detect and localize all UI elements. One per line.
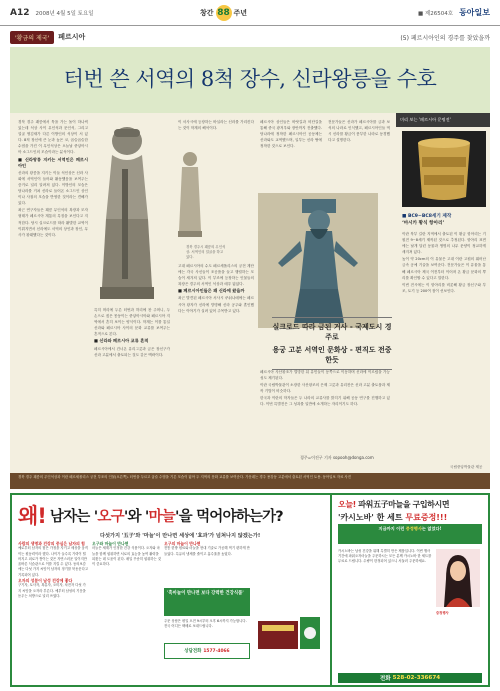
series-name: 페르시아 — [58, 33, 86, 41]
deck-line-1: 실크로드 따라 금된 거사 - 국제도시 경주로 — [272, 323, 392, 341]
phone-label: 전화 — [379, 676, 391, 682]
photo-caption: 경북 경주 괘릉의 무인석상과 이란 페르세폴리스 궁전 부조의 인물(오른쪽). 터번을 두르고 곱슬 수염을 기른 모습이 닮아 두 지역의 문화 교류를 보여준다. 가운데는 경주 용강동 고분에서 출토된 서역인 토용. 동아일보 자료 사진 — [10, 473, 490, 489]
sidebar-header: 미리 보는 '페르시아 문명전' — [396, 113, 490, 127]
article-column-4 — [260, 119, 322, 189]
paragraph: 전문가들은 신라가 페르시아를 금과 보석의 나라로 인식했고, 페르시아인들 역시 신라를 황금이 풍부한 나라로 동경했다고 설명한다. — [328, 120, 390, 143]
promo-text — [338, 549, 432, 669]
page-number: A12 — [10, 7, 30, 18]
anniversary-suffix: 주년 — [233, 9, 248, 17]
paragraph: 신라의 왕릉을 지키는 이들 석인상은 신라 사회에 서역인이 들어와 활동했음을 보여주는 증거로 널리 알려져 있다. 이방인의 모습은 당나라를 거쳐 신라로 들어온 소그드인 상인이나 사절의 모습을 반영한 것이라는 견해가 있다. — [18, 170, 88, 206]
ad-column-text: 마늘은 세계가 인정한 건강 식품이다. 오자와 마늘을 함께 섭취하면 서로의 효능을 높여 활력을 되찾는 데 도움이 된다. 매일 꾸준히 섭취하는 것이 중요하다. — [92, 546, 161, 567]
article-column-2 — [94, 307, 170, 455]
order-number[interactable]: 1577-4066 — [203, 648, 230, 654]
paragraph: 페르시아 사산왕조가 멸망한 뒤 유민들이 동쪽으로 이동하며 신라에 이르렀을 가능성도 제기된다. — [260, 370, 390, 381]
ad-headline — [12, 495, 330, 535]
deck-line-2: 용궁 고분 서역인 문화상 - 편직도 전중한듯 — [272, 346, 392, 364]
ad-green-banner: '흑마늘이 만나면 보다 강력한 건강식품' — [164, 588, 250, 616]
ad-headline-text — [50, 505, 283, 526]
promo-phone[interactable] — [338, 673, 482, 683]
ad-headline-part: 오구 — [97, 508, 124, 525]
masthead — [0, 0, 500, 26]
promo-title-2 — [338, 512, 447, 523]
subhead: ■ 신라와 페르시아 교류 흔적 — [94, 338, 149, 344]
anniversary-logo — [200, 4, 247, 22]
promo-title — [338, 499, 449, 510]
article-body — [10, 113, 490, 473]
promo-title-part: '카시노바' 한 세트 — [338, 513, 406, 522]
promo-highlight: 증정행사 — [436, 611, 449, 615]
ad-headline-part: 마늘 — [148, 508, 175, 525]
issue-date: 2008년 4월 5일 토요일 — [35, 10, 94, 17]
ad-order-phone[interactable] — [164, 643, 250, 659]
article-column-6 — [260, 369, 390, 453]
promo-title-part: 오늘! — [338, 500, 359, 509]
ad-column-text: 구기자, 토사자, 복분자, 오미자, 차전자 다섯 가지 씨앗을 오자라 부른다. 예부터 남성의 기운을 돋우는 처방으로 널리 쓰였다. — [18, 583, 86, 598]
divider — [272, 317, 392, 318]
persepolis-relief-photo — [258, 193, 378, 328]
paragraph: 이란 국립박물관이 소장한 사산왕조의 은제 그릇과 유리잔은 신라 고분 출토품과 제작 기법이 비슷하다. — [260, 383, 390, 394]
promo-title-part: 파워五子마늘 — [358, 500, 403, 509]
publisher-block — [418, 7, 490, 18]
ad-subheadline: 다섯가지 '五子'와 '마늘'이 만나면 세상에 '효과'가 넘쳐나지 않겠는가! — [100, 533, 261, 539]
promo-green-box — [338, 524, 482, 544]
ad-headline-why: 왜! — [18, 504, 46, 528]
ad-column-2 — [92, 541, 162, 681]
promo-paragraph: 카시노바는 남성 건강을 위해 특별히 만든 제품입니다. 이번 행사 기간에 파워오자마늘을 주문하시는 모든 분께 카시노바 한 세트를 무료로 드립니다. 수량이 한정되어 있으니 서둘러 주문하세요. — [338, 549, 432, 564]
paragraph: 경북 경주 괘릉에서 툭을 가는 돌이 하나씩 있는데 석상 사이 무인석과 문인석, 그리고 얼굴 생김새가 다른 이방인의 석상이 서 있다. 8척 장신에 큰 눈과 높은 코, 곱슬곱슬한 수염을 가진 이 무인석상은 오늘날 중앙아시아 소그드인의 모습이라는 분석이다. — [18, 120, 88, 155]
ad-column-heading: 사람의 생명과 건강의 중심은 남자의 힘 — [18, 541, 85, 546]
figurine-photo — [175, 149, 205, 239]
ad-column-heading: 오구와 마늘이 만나면 — [92, 541, 129, 546]
article-column-5 — [328, 119, 390, 189]
promo-green-part: 는 없었다! — [421, 526, 442, 531]
ad-column-heading: 오자의 성분이 남성 건강에 좋다 — [18, 578, 73, 584]
promo-green-part: 지금까지 이런 — [378, 526, 406, 531]
series-tag: '황금의 제국' — [10, 31, 54, 44]
ad-headline-part: '을 먹어야하는가? — [174, 508, 283, 525]
paragraph: 이번 전시에는 이 항아리를 비롯해 황금 장신구와 부조, 토기 등 200여 점이 선보인다. — [402, 282, 486, 293]
paragraph: 페르시아 상인들은 바닷길과 비단길을 통해 중국 광저우와 장안까지 진출했다. 당나라에 정착한 페르시아인 공동체는 신라와도 교역했으며, 일부는 신라 땅에 정착한 것으로 보인다. — [260, 120, 322, 149]
paragraph: 최근 연구자들은 괘릉 무인석의 복장과 모자 형태가 페르시아 계통의 특징을 보인다고 지적한다. 당시 실크로드를 따라 활발한 교역이 이뤄지면서 신라에도 서역의 상인과 장인, 무사가 왕래했다는 것이다. — [18, 208, 88, 237]
publisher-logo: 동아일보 — [459, 7, 490, 17]
paragraph: 페르시아에서 건너온 유리그릇과 금은 장신구가 신라 고분에서 출토되는 것도 같은 맥락이다. — [94, 346, 170, 357]
reporter-byline: 경주=이진구 기자 sopooh@donga.com — [300, 455, 374, 460]
ad-column-heading: 오구의 마늘이 만나면 — [164, 541, 201, 546]
article-headline: 터번 쓴 서역의 8척 장수, 신라왕릉을 수호 — [63, 67, 437, 91]
series-number: (5) 페르시아인의 경주를 찾았을까 — [400, 34, 490, 42]
promo-text-2 — [436, 611, 482, 669]
article-deck — [272, 313, 392, 374]
ad-promo-panel — [332, 495, 488, 685]
sidebar-text — [402, 231, 486, 461]
ad-column-text: 예로부터 남자의 힘은 가정을 지키고 세상을 움직이는 원동력이라 했다. 나이가 들수록 기력이 떨어지고 피로가 쌓이는 것은 자연스러운 일이지만 올바른 식습관으로 이를 지킬 수 있다. 동의보감에는 다섯 가지 씨앗이 남자의 정기를 북돋운다고 기록되어 있다. — [18, 546, 88, 577]
product-box-image — [254, 613, 324, 653]
sidebar-subtitle — [402, 213, 451, 227]
phone-number[interactable]: 528-02-336674 — [392, 675, 441, 681]
paragraph: 이란 북부 길란 지역에서 출토된 이 황금 항아리는 기원전 9~8세기 제작된 것으로 추정된다. 항아리 표면에는 날개 달린 동물과 생명의 나무 문양이 정교하게 새겨져 있다. — [402, 232, 486, 255]
paragraph: 높이 약 20cm의 이 유물은 고대 이란 고원의 뛰어난 금속 공예 기술을 보여준다. 전문가들은 이 유물을 통해 페르시아 제국 이전부터 이어져 온 황금 문화의 뿌리를 확인할 수 있다고 말한다. — [402, 257, 486, 280]
sidebar-subtitle-line-2: ‘마시카 황식 항아리’ — [402, 221, 445, 226]
order-label: 상담전화 — [184, 649, 202, 654]
section-bar — [10, 30, 490, 44]
anniversary-prefix: 창간 — [200, 9, 214, 17]
paragraph: 이 서사시에 등장하는 바실라는 신라를 가리킨다는 것이 학계의 해석이다. — [178, 120, 254, 131]
warrior-statue-photo — [92, 119, 162, 301]
subhead: ■ 신라왕릉 지키는 서역인은 페르시아인 — [18, 156, 88, 168]
headline-band — [10, 47, 490, 113]
article-column-3-top — [178, 119, 254, 149]
model-photo — [436, 549, 480, 607]
edition-number: ■ 제26504호 — [418, 10, 454, 17]
paragraph: 한국과 이란의 학자들은 두 나라의 교류사를 밝히기 위해 공동 연구를 진행하고 있다. 이번 특별전은 그 성과를 일반에 소개하는 자리이기도 하다. — [260, 396, 390, 407]
paragraph: 특히 머리에 두른 터번과 허리에 찬 주머니, 두 손으로 짚은 몽둥이는 중앙아시아와 페르시아 지역에서 흔히 보이는 양식이다. 학계는 이를 통일신라와 페르시아 사이의 문화 교류를 보여주는 흔적으로 본다. — [94, 308, 170, 337]
paragraph: 최근 발견된 페르시아 서사시 쿠쉬나메에는 페르시아 왕자가 신라에 망명해 신라 공주와 혼인했다는 이야기가 실려 있어 주목받고 있다. — [178, 296, 254, 313]
ad-headline-part: '와 ' — [123, 508, 149, 525]
golden-vessel-photo — [402, 131, 486, 207]
anniversary-number: 88 — [216, 5, 232, 21]
ad-column-text: 주문 상담은 평일 오전 9시부터 오후 6시까지 가능합니다. 전국 어디든 택배로 보내드립니다. — [164, 619, 247, 629]
paragraph: 고대 페르시아의 수도 페르세폴리스의 궁전 계단에는 각국 사신들이 조공품을 들고 행렬하는 모습이 새겨져 있다. 이 부조에 등장하는 인물들의 복장은 경주의 서역인 석상과 매우 닮았다. — [178, 264, 254, 287]
promo-title-part: 무료증정!!! — [405, 513, 448, 522]
promo-title-part: 을 구입하시면 — [402, 500, 450, 509]
sidebar-subtitle-line-1: ■ BC9~BC8세기 제작 — [402, 214, 452, 219]
advertisement[interactable] — [10, 493, 490, 687]
article-column-3 — [178, 263, 254, 453]
subhead: ■ 페르시아인들은 왜 신라에 왔을까 — [178, 288, 245, 294]
ad-headline-part: 남자는 ' — [49, 508, 98, 525]
ad-column-1 — [18, 541, 88, 681]
sidebar-byline: 국립중앙박물관 제공 — [450, 465, 483, 469]
ad-column-3 — [164, 541, 250, 587]
ad-column-4 — [164, 619, 250, 641]
article-column-1 — [18, 119, 88, 449]
figurine-caption: 경북 경주시 괘릉의 무인석상. 서역인의 얼굴을 하고 있다. — [186, 245, 226, 259]
ad-column-text: 전통 한방 원료와 마늘을 현대 기술로 가공해 먹기 편하게 만들었다. 특유의 냄새를 줄이고 흡수율을 높였다. — [164, 546, 250, 556]
promo-green-part: 증정행사 — [405, 526, 422, 531]
